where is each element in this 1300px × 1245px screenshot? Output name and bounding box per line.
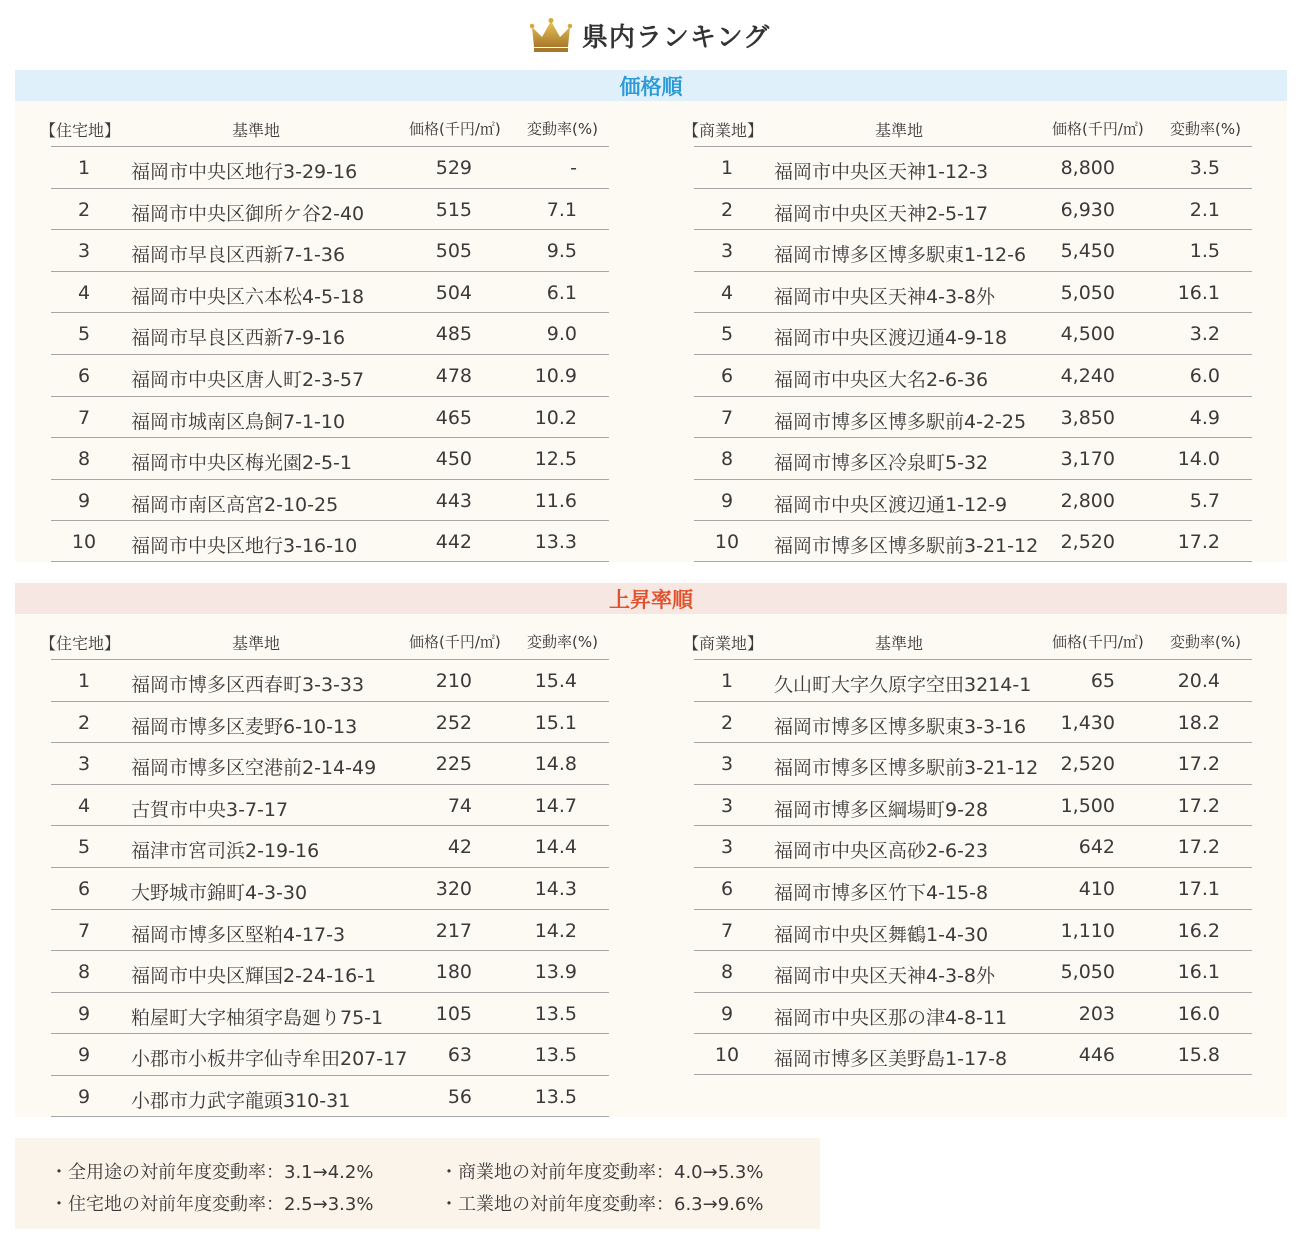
rank-cell: 9 [720, 1002, 734, 1025]
price-cell: 6,930 [1060, 198, 1115, 221]
rate-cell: 15.4 [534, 670, 577, 692]
price-cell: 320 [435, 877, 472, 900]
table-row [694, 1033, 1252, 1075]
table-row [51, 867, 609, 909]
location-cell: 福岡市博多区麦野6-10-13 [131, 715, 358, 738]
table-row [694, 825, 1252, 867]
price-cell: 485 [435, 323, 472, 346]
rate-cell: 13.5 [534, 1044, 577, 1067]
price-residential-table [40, 101, 609, 562]
location-cell: 福岡市博多区冷泉町5-32 [774, 452, 989, 475]
page-header [0, 12, 1300, 58]
location-cell: 福岡市中央区御所ケ谷2-40 [131, 202, 365, 225]
table-row [51, 396, 609, 438]
rate-cell: 14.7 [534, 794, 577, 817]
price-cell: 450 [435, 448, 472, 471]
price-cell: 465 [435, 406, 472, 429]
table-row [51, 188, 609, 230]
rise-residential-table [40, 614, 609, 1117]
rank-cell: 6 [77, 877, 91, 900]
location-cell: 福津市宮司浜2-19-16 [131, 840, 320, 863]
location-cell: 福岡市中央区渡辺通4-9-18 [774, 327, 1008, 350]
rank-cell: 7 [720, 919, 734, 942]
table-row [694, 520, 1252, 562]
price-cell: 442 [435, 531, 472, 554]
rank-cell: 4 [77, 281, 91, 304]
location-cell: 福岡市中央区唐人町2-3-57 [131, 368, 365, 391]
location-cell: 福岡市中央区天神1-12-3 [774, 161, 989, 183]
rank-cell: 9 [77, 489, 91, 512]
rank-cell: 6 [720, 877, 734, 900]
column-header-price: 価格(千円/㎡) [409, 633, 501, 651]
rank-cell: 10 [714, 531, 740, 554]
rate-cell: 16.2 [1177, 919, 1220, 942]
location-cell: 福岡市中央区舞鶴1-4-30 [774, 923, 989, 946]
location-cell: 大野城市錦町4-3-30 [131, 881, 308, 904]
location-cell: 福岡市博多区空港前2-14-49 [131, 757, 377, 780]
price-cell: 3,850 [1060, 406, 1115, 429]
table-row [51, 992, 609, 1034]
table-row [51, 437, 609, 479]
rate-cell: 10.2 [534, 406, 577, 429]
rate-cell: 20.4 [1177, 670, 1220, 692]
location-cell: 福岡市中央区大名2-6-36 [774, 368, 989, 391]
table-row [51, 909, 609, 951]
rate-cell: 3.2 [1189, 323, 1220, 346]
rank-cell: 7 [77, 919, 91, 942]
table-row [51, 784, 609, 826]
rate-cell: 6.1 [546, 281, 577, 304]
rank-cell: 9 [77, 1085, 91, 1108]
table-row [51, 271, 609, 313]
location-cell: 福岡市早良区西新7-1-36 [131, 244, 346, 267]
rise-commercial-table [683, 614, 1252, 1075]
rank-cell: 2 [77, 711, 91, 734]
table-row [694, 229, 1252, 271]
rank-cell: 3 [720, 794, 734, 817]
table-row [694, 479, 1252, 521]
table-row [694, 188, 1252, 230]
price-cell: 203 [1078, 1002, 1115, 1025]
rank-cell: 9 [77, 1002, 91, 1025]
rate-cell: 17.2 [1177, 794, 1220, 817]
price-cell: 4,240 [1060, 364, 1115, 387]
column-header-location: 基準地 [231, 634, 280, 653]
column-header-price: 価格(千円/㎡) [409, 120, 501, 138]
location-cell: 久山町大字久原字空田3214-1 [774, 674, 1032, 696]
crown-icon [530, 17, 572, 53]
rate-cell: 9.0 [546, 323, 577, 346]
table-row [694, 437, 1252, 479]
column-header-location: 基準地 [874, 121, 923, 140]
table-row [51, 701, 609, 743]
note-commercial: ・商業地の対前年度変動率：4.0→5.3% [440, 1162, 764, 1183]
category-label: 【住宅地】 [40, 121, 121, 140]
rank-cell: 8 [720, 961, 734, 984]
column-header-price: 価格(千円/㎡) [1052, 120, 1144, 138]
price-cell: 5,050 [1060, 961, 1115, 984]
price-cell: 2,800 [1060, 489, 1115, 512]
rank-cell: 8 [77, 448, 91, 471]
price-cell: 478 [435, 364, 472, 387]
price-commercial-table [683, 101, 1252, 562]
location-cell: 福岡市博多区美野島1-17-8 [774, 1048, 1008, 1071]
rate-cell: 2.1 [1189, 198, 1220, 221]
category-label: 【商業地】 [683, 121, 764, 140]
rank-cell: 3 [720, 753, 734, 776]
rank-cell: 4 [77, 794, 91, 817]
location-cell: 福岡市博多区博多駅東3-3-16 [774, 715, 1027, 738]
location-cell: 福岡市中央区輝国2-24-16-1 [131, 965, 377, 988]
location-cell: 福岡市城南区鳥飼7-1-10 [131, 410, 346, 433]
note-industrial: ・工業地の対前年度変動率：6.3→9.6% [440, 1194, 764, 1215]
rank-cell: 8 [720, 448, 734, 471]
table-row [694, 867, 1252, 909]
price-cell: 105 [435, 1002, 472, 1025]
location-cell: 福岡市博多区博多駅前4-2-25 [774, 410, 1027, 433]
table-row [694, 950, 1252, 992]
page-title: 県内ランキング [581, 22, 771, 53]
location-cell: 福岡市中央区渡辺通1-12-9 [774, 493, 1008, 516]
column-header-rate: 変動率(%) [1170, 633, 1241, 651]
note-residential: ・住宅地の対前年度変動率：2.5→3.3% [50, 1194, 374, 1215]
table-row [694, 354, 1252, 396]
table-row [51, 479, 609, 521]
rate-cell: 7.1 [546, 198, 577, 221]
price-section-title: 価格順 [15, 70, 1287, 101]
column-header-price: 価格(千円/㎡) [1052, 633, 1144, 651]
location-cell: 粕屋町大字柚須字島廻り75-1 [131, 1006, 384, 1029]
table-header [683, 614, 1252, 659]
location-cell: 福岡市中央区天神4-3-8外 [774, 285, 995, 308]
rank-cell: 3 [77, 240, 91, 263]
location-cell: 福岡市中央区地行3-16-10 [131, 535, 358, 558]
price-cell: 410 [1078, 877, 1115, 900]
rate-cell: 6.0 [1189, 364, 1220, 387]
rate-cell: 18.2 [1177, 711, 1220, 734]
rate-cell: 17.2 [1177, 753, 1220, 776]
table-row [694, 909, 1252, 951]
location-cell: 福岡市博多区博多駅前3-21-12 [774, 757, 1039, 780]
rank-cell: 1 [720, 157, 734, 179]
rate-cell: 16.1 [1177, 961, 1220, 984]
column-header-rate: 変動率(%) [1170, 120, 1241, 138]
rank-cell: 5 [77, 323, 91, 346]
price-cell: 8,800 [1060, 157, 1115, 179]
price-cell: 2,520 [1060, 753, 1115, 776]
table-row [694, 396, 1252, 438]
location-cell: 福岡市中央区梅光園2-5-1 [131, 452, 352, 475]
price-cell: 252 [435, 711, 472, 734]
price-cell: 56 [447, 1085, 472, 1108]
column-header-location: 基準地 [231, 121, 280, 140]
rank-cell: 2 [720, 198, 734, 221]
table-row [51, 950, 609, 992]
rank-cell: 3 [720, 240, 734, 263]
rank-cell: 8 [77, 961, 91, 984]
rate-cell: 17.2 [1177, 531, 1220, 554]
location-cell: 福岡市博多区堅粕4-17-3 [131, 923, 346, 946]
rate-cell: 12.5 [534, 448, 577, 471]
price-cell: 63 [447, 1044, 472, 1067]
rank-cell: 1 [77, 157, 91, 179]
table-row [694, 271, 1252, 313]
rise-section-title: 上昇率順 [15, 583, 1287, 614]
price-cell: 210 [435, 670, 472, 692]
rate-cell: 9.5 [546, 240, 577, 263]
price-cell: 529 [435, 157, 472, 179]
rate-cell: 1.5 [1189, 240, 1220, 263]
notes-box [15, 1138, 820, 1229]
location-cell: 福岡市博多区博多駅前3-21-12 [774, 535, 1039, 558]
rate-cell: 15.1 [534, 711, 577, 734]
price-cell: 74 [447, 794, 472, 817]
location-cell: 福岡市博多区西春町3-3-33 [131, 674, 365, 696]
table-row [694, 784, 1252, 826]
rate-cell: 16.1 [1177, 281, 1220, 304]
rank-cell: 7 [77, 406, 91, 429]
location-cell: 福岡市博多区博多駅東1-12-6 [774, 244, 1027, 267]
table-row [51, 146, 609, 188]
column-header-location: 基準地 [874, 634, 923, 653]
price-cell: 443 [435, 489, 472, 512]
table-row [694, 312, 1252, 354]
rate-cell: 13.5 [534, 1085, 577, 1108]
table-row [694, 146, 1252, 188]
location-cell: 福岡市中央区高砂2-6-23 [774, 840, 989, 863]
price-ranking-panel [15, 101, 1287, 562]
price-cell: 42 [447, 836, 472, 859]
rate-cell: 10.9 [534, 364, 577, 387]
location-cell: 福岡市南区高宮2-10-25 [131, 493, 339, 516]
price-cell: 2,520 [1060, 531, 1115, 554]
rank-cell: 2 [77, 198, 91, 221]
rank-cell: 9 [77, 1044, 91, 1067]
price-cell: 1,500 [1060, 794, 1115, 817]
rank-cell: 3 [720, 836, 734, 859]
rank-cell: 4 [720, 281, 734, 304]
rate-cell: 14.8 [534, 753, 577, 776]
price-cell: 225 [435, 753, 472, 776]
rank-cell: 6 [720, 364, 734, 387]
rank-cell: 10 [714, 1044, 740, 1067]
price-cell: 5,050 [1060, 281, 1115, 304]
note-all-uses: ・全用途の対前年度変動率：3.1→4.2% [50, 1162, 374, 1183]
location-cell: 福岡市博多区竹下4-15-8 [774, 881, 989, 904]
column-header-rate: 変動率(%) [527, 120, 598, 138]
table-row [51, 1075, 609, 1117]
rate-cell: 14.4 [534, 836, 577, 859]
rank-cell: 9 [720, 489, 734, 512]
location-cell: 福岡市中央区六本松4-5-18 [131, 285, 365, 308]
price-cell: 504 [435, 281, 472, 304]
rank-cell: 7 [720, 406, 734, 429]
table-row [694, 992, 1252, 1034]
column-header-rate: 変動率(%) [527, 633, 598, 651]
location-cell: 小郡市力武字龍頭310-31 [131, 1089, 351, 1112]
table-header [40, 101, 609, 146]
table-row [694, 701, 1252, 743]
rate-cell: 3.5 [1189, 157, 1220, 179]
rate-cell: 13.9 [534, 961, 577, 984]
price-cell: 1,430 [1060, 711, 1115, 734]
rate-cell: 14.2 [534, 919, 577, 942]
rate-cell: 14.0 [1177, 448, 1220, 471]
rate-cell: 14.3 [534, 877, 577, 900]
location-cell: 古賀市中央3-7-17 [131, 798, 289, 821]
price-cell: 1,110 [1060, 919, 1115, 942]
price-cell: 515 [435, 198, 472, 221]
price-cell: 5,450 [1060, 240, 1115, 263]
price-cell: 642 [1078, 836, 1115, 859]
location-cell: 福岡市中央区天神4-3-8外 [774, 965, 995, 988]
rate-cell: 17.1 [1177, 877, 1220, 900]
price-cell: 3,170 [1060, 448, 1115, 471]
rank-cell: 10 [71, 531, 97, 554]
table-row [51, 312, 609, 354]
category-label: 【住宅地】 [40, 634, 121, 653]
location-cell: 福岡市早良区西新7-9-16 [131, 327, 346, 350]
rate-cell: 11.6 [534, 489, 577, 512]
table-row [51, 659, 609, 701]
table-row [51, 742, 609, 784]
rate-cell: 4.9 [1189, 406, 1220, 429]
price-cell: 217 [435, 919, 472, 942]
category-label: 【商業地】 [683, 634, 764, 653]
location-cell: 福岡市中央区那の津4-8-11 [774, 1006, 1008, 1029]
rate-cell: 5.7 [1189, 489, 1220, 512]
rank-cell: 5 [720, 323, 734, 346]
rank-cell: 1 [720, 670, 734, 692]
rate-cell: - [570, 157, 577, 179]
location-cell: 福岡市博多区綱場町9-28 [774, 798, 989, 821]
table-header [40, 614, 609, 659]
rate-cell: 16.0 [1177, 1002, 1220, 1025]
table-row [51, 520, 609, 562]
rank-cell: 6 [77, 364, 91, 387]
rate-cell: 17.2 [1177, 836, 1220, 859]
rank-cell: 5 [77, 836, 91, 859]
rate-cell: 13.5 [534, 1002, 577, 1025]
price-cell: 446 [1078, 1044, 1115, 1067]
price-cell: 505 [435, 240, 472, 263]
price-cell: 180 [435, 961, 472, 984]
rank-cell: 1 [77, 670, 91, 692]
rate-cell: 13.3 [534, 531, 577, 554]
location-cell: 小郡市小板井字仙寺牟田207-17 [131, 1048, 408, 1071]
table-header [683, 101, 1252, 146]
table-row [51, 354, 609, 396]
location-cell: 福岡市中央区地行3-29-16 [131, 161, 358, 183]
table-row [694, 659, 1252, 701]
rank-cell: 2 [720, 711, 734, 734]
price-cell: 65 [1090, 670, 1115, 692]
location-cell: 福岡市中央区天神2-5-17 [774, 202, 989, 225]
rank-cell: 3 [77, 753, 91, 776]
table-row [51, 825, 609, 867]
rise-ranking-panel [15, 614, 1287, 1117]
table-row [694, 742, 1252, 784]
table-row [51, 229, 609, 271]
rate-cell: 15.8 [1177, 1044, 1220, 1067]
table-row [51, 1033, 609, 1075]
price-cell: 4,500 [1060, 323, 1115, 346]
